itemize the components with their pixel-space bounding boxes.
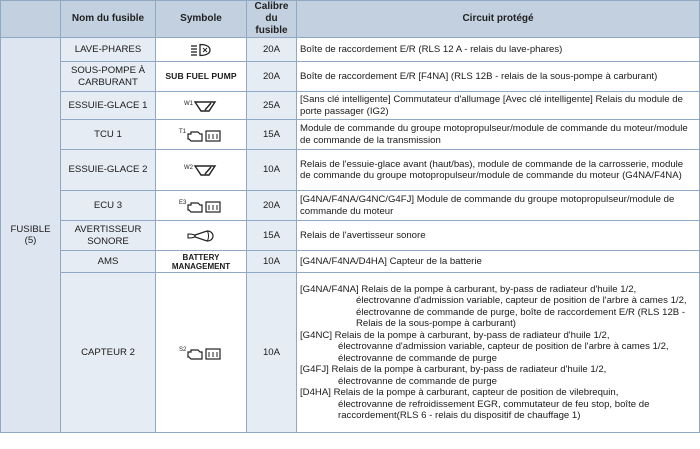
engine-transmission-icon <box>179 344 223 362</box>
circuit-segment <box>300 330 696 365</box>
category-cell <box>1 38 61 433</box>
fuse-symbol <box>156 150 247 191</box>
segment-rest: électrovanne de commande de purge <box>338 375 497 387</box>
segment-tag: [D4HA] <box>300 387 331 398</box>
fuse-rating: 25A <box>247 92 297 120</box>
protected-circuit: Boîte de raccordement E/R [F4NA] (RLS 12B - relais de la sous-pompe à carburant) <box>297 62 700 92</box>
table-row <box>1 120 700 150</box>
fuse-symbol <box>156 62 247 92</box>
engine-transmission-icon <box>179 126 223 144</box>
table-row <box>1 273 700 433</box>
segment-rest: électrovanne d'admission variable, capteur de position de l'arbre à cames 1/2, électrovanne de commande de purge <box>338 341 669 364</box>
fuse-symbol <box>156 191 247 221</box>
table-row <box>1 191 700 221</box>
symbol-sub-label: W1 <box>184 100 193 107</box>
fuse-name: ESSUIE-GLACE 1 <box>61 92 156 120</box>
protected-circuit: [G4NA/F4NA/G4NC/G4FJ] Module de commande du groupe motopropulseur/module de commande du moteur <box>297 191 700 221</box>
circuit-segment <box>300 387 696 422</box>
circuit-segment <box>300 364 696 387</box>
fuse-rating: 20A <box>247 191 297 221</box>
segment-first-line: Relais de la pompe à carburant, by-pass de radiateur d'huile 1/2, <box>361 283 637 295</box>
header-category <box>1 1 61 38</box>
protected-circuit: Relais de l'essuie-glace avant (haut/bas), module de commande de la carrosserie, module de commande du groupe motopropulseur/module de commande du moteur (G4NA/F4NA) <box>297 150 700 191</box>
symbol-sub-label: E3 <box>179 199 187 206</box>
symbol-text: SUB FUEL PUMP <box>165 70 237 81</box>
protected-circuit: [G4NA/F4NA/D4HA] Capteur de la batterie <box>297 251 700 273</box>
header-fuse-rating: Calibre du fusible <box>247 1 297 38</box>
horn-icon <box>185 228 217 244</box>
wiper-icon <box>184 162 218 178</box>
table-row <box>1 62 700 92</box>
segment-rest: électrovanne de refroidissement EGR, commutateur de feu stop, boîte de raccordement(RLS 6 - relais du dispositif de chauffage 1) <box>338 398 650 421</box>
fuse-name: AMS <box>61 251 156 273</box>
table-row <box>1 150 700 191</box>
segment-tag: [G4NC] <box>300 329 332 341</box>
symbol-sub-label: T1 <box>179 128 187 135</box>
fuse-name: ESSUIE-GLACE 2 <box>61 150 156 191</box>
fuse-rating: 10A <box>247 251 297 273</box>
fuse-name: TCU 1 <box>61 120 156 150</box>
table-row <box>1 38 700 62</box>
protected-circuit: [Sans clé intelligente] Commutateur d'allumage [Avec clé intelligente] Relais du module de porte passager (IG2) <box>297 92 700 120</box>
table-row <box>1 251 700 273</box>
protected-circuit: Boîte de raccordement E/R (RLS 12 A - relais du lave-phares) <box>297 38 700 62</box>
fuse-rating: 20A <box>247 62 297 92</box>
symbol-sub-label: W2 <box>184 165 193 171</box>
symbol-text: BATTERY MANAGEMENT <box>171 252 231 271</box>
fuse-symbol <box>156 38 247 62</box>
segment-rest: électrovanne d'admission variable, capteur de position de l'arbre à cames 1/2, électrovanne de commande de purge, boîte de raccordement E/R (RLS 12B - Relais de la sous-pompe à carburant) <box>356 295 687 329</box>
fuse-symbol <box>156 120 247 150</box>
fuse-rating: 15A <box>247 120 297 150</box>
fuse-name: CAPTEUR 2 <box>61 273 156 433</box>
headlamp-washer-icon <box>189 43 213 57</box>
header-protected-circuit: Circuit protégé <box>297 1 700 38</box>
wiper-icon <box>184 98 218 114</box>
fuse-name: SOUS-POMPE À CARBURANT <box>61 62 156 92</box>
fuse-symbol <box>156 251 247 273</box>
fuse-symbol <box>156 92 247 120</box>
fuse-name: ECU 3 <box>61 191 156 221</box>
segment-tag: [G4FJ] <box>300 364 329 375</box>
protected-circuit: Module de commande du groupe motopropulseur/module de commande du moteur/module de commande de la transmission <box>297 120 700 150</box>
segment-first-line: Relais de la pompe à carburant, capteur de position de vilebrequin, <box>333 387 619 398</box>
fuse-symbol <box>156 221 247 251</box>
table-row <box>1 92 700 120</box>
protected-circuit <box>297 273 700 433</box>
segment-tag: [G4NA/F4NA] <box>300 283 359 295</box>
protected-circuit: Relais de l'avertisseur sonore <box>297 221 700 251</box>
symbol-sub-label: S2 <box>179 346 187 353</box>
fuse-rating: 10A <box>247 273 297 433</box>
category-label: FUSIBLE <box>10 223 51 235</box>
fuse-rating: 10A <box>247 150 297 191</box>
engine-transmission-icon <box>179 197 223 215</box>
segment-first-line: Relais de la pompe à carburant, by-pass de radiateur d'huile 1/2, <box>331 364 607 375</box>
fuse-name: AVERTISSEUR SONORE <box>61 221 156 251</box>
header-symbol: Symbole <box>156 1 247 38</box>
header-fuse-name: Nom du fusible <box>61 1 156 38</box>
circuit-segment <box>300 284 696 330</box>
table-row <box>1 221 700 251</box>
segment-first-line: Relais de la pompe à carburant, by-pass de radiateur d'huile 1/2, <box>334 329 610 341</box>
fuse-symbol <box>156 273 247 433</box>
fuse-rating: 20A <box>247 38 297 62</box>
fuse-rating: 15A <box>247 221 297 251</box>
fuse-name: LAVE-PHARES <box>61 38 156 62</box>
category-count: (5) <box>24 235 37 246</box>
table-header-row <box>1 1 700 38</box>
